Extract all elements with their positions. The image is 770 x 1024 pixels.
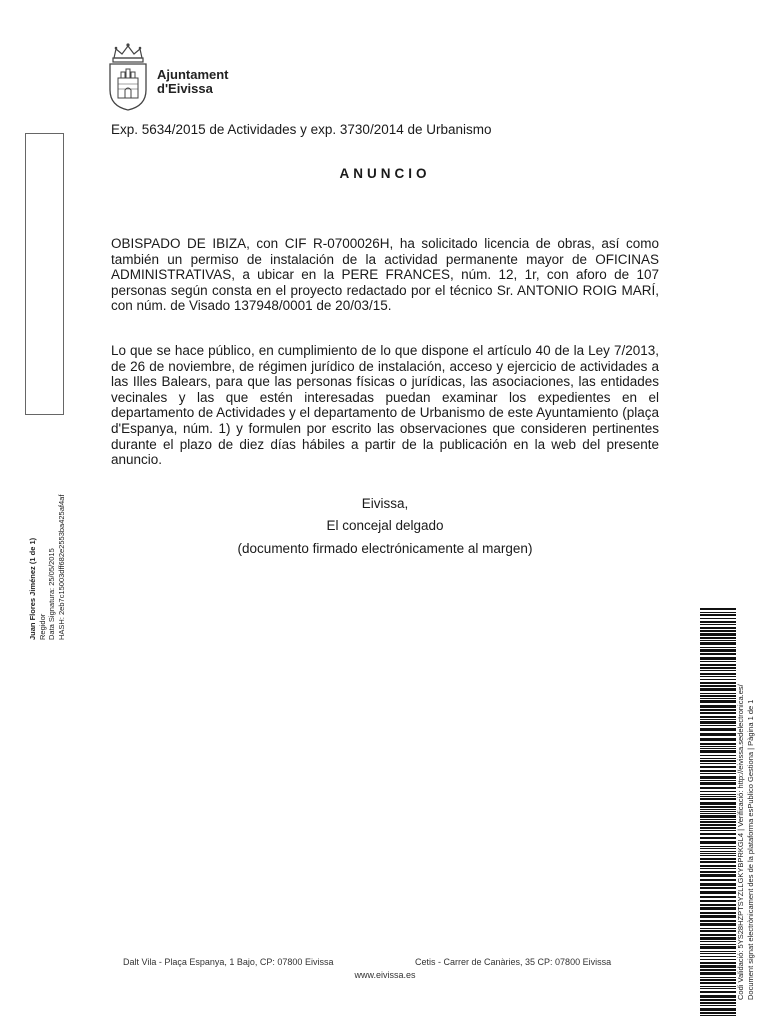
barcode-bar bbox=[700, 721, 736, 724]
barcode-bar bbox=[700, 750, 736, 753]
barcode-bar bbox=[700, 728, 736, 731]
signature-hash: HASH: 2eb7c15003dff682e2553ba425af4af bbox=[56, 494, 66, 640]
barcode-bar bbox=[700, 928, 736, 929]
document-title: ANUNCIO bbox=[339, 166, 431, 181]
barcode-bar bbox=[700, 748, 736, 749]
barcode-bar bbox=[700, 879, 736, 881]
barcode-bar bbox=[700, 787, 736, 789]
signoff-place: Eivissa, bbox=[361, 496, 409, 511]
barcode-bar bbox=[700, 695, 736, 697]
barcode-bar bbox=[700, 653, 736, 655]
org-name-line2: d'Eivissa bbox=[157, 81, 213, 96]
barcode-bar bbox=[700, 642, 736, 645]
barcode-bar bbox=[700, 725, 736, 726]
barcode-bar bbox=[700, 982, 736, 984]
barcode-bar bbox=[700, 999, 736, 1001]
barcode-bar bbox=[700, 1002, 736, 1004]
barcode-bar bbox=[700, 693, 736, 694]
barcode-bar bbox=[700, 712, 736, 714]
org-name-line1: Ajuntament bbox=[157, 67, 229, 82]
barcode-bar bbox=[700, 841, 736, 844]
barcode-bar bbox=[700, 763, 736, 764]
barcode-bar bbox=[700, 670, 736, 671]
barcode-bar bbox=[700, 827, 736, 829]
barcode-bar bbox=[700, 851, 736, 852]
barcode-bar bbox=[700, 776, 736, 779]
validation-barcode bbox=[700, 608, 736, 1016]
barcode-bar bbox=[700, 934, 736, 936]
barcode-bar bbox=[700, 760, 736, 762]
barcode-bar bbox=[700, 904, 736, 906]
barcode-bar bbox=[700, 657, 736, 660]
barcode-bar bbox=[700, 755, 736, 756]
paragraph-text: Lo que se hace público, en cumplimiento de lo que dispone el artículo 40 de la Ley 7/2013, de 26 de noviembre, de régimen jurídico de instalación, acceso y ejercicio de actividades a las Illes Balears, para que las personas físicas o jurídicas, las asociaciones, las entidades vecinales y las que estén interesadas puedan examinar los expedientes en el departamento de Actividades y el departamento de Urbanismo de este Ayuntamiento (plaça d'Espanya, núm. 1) y formulen por escrito las observaciones que consideren pertinentes durante el plazo de diez días hábiles a partir de la publicación en la web del presente anuncio. bbox=[111, 343, 659, 468]
barcode-bar bbox=[700, 794, 736, 795]
signoff-role: El concejal delgado bbox=[326, 518, 444, 533]
barcode-bar bbox=[700, 946, 736, 949]
barcode-bar bbox=[700, 758, 736, 759]
validation-text bbox=[736, 608, 755, 1000]
body-paragraph-2 bbox=[111, 343, 659, 468]
barcode-bar bbox=[700, 887, 736, 889]
barcode-bar bbox=[700, 813, 736, 814]
barcode-bar bbox=[700, 944, 736, 945]
signer-role: Regidor bbox=[37, 613, 47, 640]
barcode-bar bbox=[700, 618, 736, 619]
validation-code: Codi Validació: 5YS28HZPTSYZLLGKYBPRKGL4 | Verificació: http://eivissa.sedelectronica.es/ bbox=[736, 684, 745, 1000]
barcode-bar bbox=[700, 612, 736, 613]
barcode-bar bbox=[700, 733, 736, 736]
barcode-bar bbox=[700, 861, 736, 863]
barcode-bar bbox=[700, 676, 736, 677]
barcode-bar bbox=[700, 608, 736, 610]
barcode-bar bbox=[700, 937, 736, 940]
barcode-bar bbox=[700, 846, 736, 847]
barcode-bar bbox=[700, 647, 736, 648]
barcode-bar bbox=[700, 871, 736, 873]
barcode-bar bbox=[700, 802, 736, 805]
barcode-bar bbox=[700, 1008, 736, 1011]
signature-date: Data Signatura: 25/05/2015 bbox=[47, 548, 56, 640]
barcode-bar bbox=[700, 766, 736, 768]
barcode-bar bbox=[700, 705, 736, 708]
barcode-bar bbox=[700, 821, 736, 823]
barcode-bar bbox=[700, 830, 736, 831]
barcode-bar bbox=[700, 698, 736, 699]
barcode-bar bbox=[700, 900, 736, 902]
barcode-bar bbox=[700, 951, 736, 952]
barcode-bar bbox=[700, 614, 736, 616]
barcode-bar bbox=[700, 991, 736, 993]
barcode-bar bbox=[700, 837, 736, 839]
barcode-bar bbox=[700, 716, 736, 718]
barcode-bar bbox=[700, 627, 736, 629]
barcode-bar bbox=[700, 633, 736, 636]
barcode-bar bbox=[700, 746, 736, 747]
barcode-bar bbox=[700, 719, 736, 720]
barcode-bar bbox=[700, 896, 736, 898]
barcode-bar bbox=[700, 853, 736, 854]
barcode-bar bbox=[700, 907, 736, 910]
barcode-bar bbox=[700, 773, 736, 774]
barcode-bar bbox=[700, 624, 736, 625]
barcode-bar bbox=[700, 874, 736, 877]
footer-website[interactable]: www.eivissa.es bbox=[354, 970, 416, 980]
barcode-bar bbox=[700, 855, 736, 856]
barcode-bar bbox=[700, 824, 736, 826]
barcode-bar bbox=[700, 782, 736, 785]
barcode-bar bbox=[700, 806, 736, 808]
footer-addresses bbox=[0, 957, 770, 969]
barcode-bar bbox=[700, 848, 736, 849]
footer-address-right: Cetis - Carrer de Canàries, 35 CP: 07800 Eivissa bbox=[415, 957, 612, 967]
city-crest-logo bbox=[106, 42, 150, 112]
barcode-bar bbox=[700, 700, 736, 703]
barcode-bar bbox=[700, 679, 736, 680]
barcode-bar bbox=[700, 941, 736, 942]
barcode-bar bbox=[700, 868, 736, 869]
barcode-bar bbox=[700, 819, 736, 820]
paragraph-text: OBISPADO DE IBIZA, con CIF R-0700026H, ha solicitado licencia de obras, así como también un permiso de instalación de la actividad permanente mayor de OFICINAS ADMINISTRATIVAS, a ubicar en la PERE FRANCES, núm. 12, 1r, con aforo de 107 personas según consta en el proyecto redactado por el técnico Sr. ANTONIO ROIG MARÍ, con núm. de Visado 137948/0001 de 20/03/15. bbox=[111, 236, 659, 314]
barcode-bar bbox=[700, 667, 736, 669]
barcode-bar bbox=[700, 923, 736, 926]
barcode-bar bbox=[700, 688, 736, 691]
barcode-bar bbox=[700, 621, 736, 623]
barcode-bar bbox=[700, 858, 736, 860]
barcode-bar bbox=[700, 912, 736, 914]
barcode-bar bbox=[700, 986, 736, 987]
barcode-bar bbox=[700, 796, 736, 797]
barcode-bar bbox=[700, 791, 736, 792]
barcode-bar bbox=[700, 640, 736, 641]
validation-platform: Document signat electrònicament des de la plataforma esPublico Gestiona | Pàgina 1 de 1 bbox=[745, 699, 755, 1000]
barcode-bar bbox=[700, 953, 736, 954]
footer-address-left: Dalt Vila - Plaça Espanya, 1 Bajo, CP: 07800 Eivissa bbox=[123, 957, 334, 967]
barcode-bar bbox=[700, 1015, 736, 1016]
barcode-bar bbox=[700, 833, 736, 835]
barcode-bar bbox=[700, 883, 736, 886]
barcode-bar bbox=[700, 661, 736, 662]
barcode-bar bbox=[700, 930, 736, 932]
barcode-bar bbox=[700, 915, 736, 918]
barcode-bar bbox=[700, 1012, 736, 1014]
barcode-bar bbox=[700, 709, 736, 711]
barcode-bar bbox=[700, 988, 736, 989]
barcode-bar bbox=[700, 995, 736, 998]
barcode-bar bbox=[700, 809, 736, 810]
barcode-bar bbox=[700, 673, 736, 675]
barcode-bar bbox=[700, 743, 736, 745]
signer-name: Juan Flores Jiménez (1 de 1) bbox=[28, 537, 37, 640]
barcode-bar bbox=[700, 891, 736, 894]
barcode-bar bbox=[700, 920, 736, 922]
barcode-bar bbox=[700, 682, 736, 684]
barcode-bar bbox=[700, 1005, 736, 1006]
barcode-bar bbox=[700, 637, 736, 639]
signoff-note: (documento firmado electrónicamente al margen) bbox=[237, 541, 533, 556]
barcode-bar bbox=[700, 664, 736, 666]
barcode-bar bbox=[700, 685, 736, 687]
barcode-bar bbox=[700, 630, 736, 632]
barcode-bar bbox=[700, 780, 736, 781]
barcode-bar bbox=[700, 815, 736, 818]
body-paragraph-1 bbox=[111, 236, 659, 314]
barcode-bar bbox=[700, 798, 736, 800]
file-reference: Exp. 5634/2015 de Actividades y exp. 3730/2014 de Urbanismo bbox=[111, 122, 492, 137]
barcode-bar bbox=[700, 649, 736, 652]
barcode-bar bbox=[700, 811, 736, 812]
barcode-bar bbox=[700, 865, 736, 867]
barcode-bar bbox=[700, 770, 736, 772]
barcode-bar bbox=[700, 738, 736, 741]
